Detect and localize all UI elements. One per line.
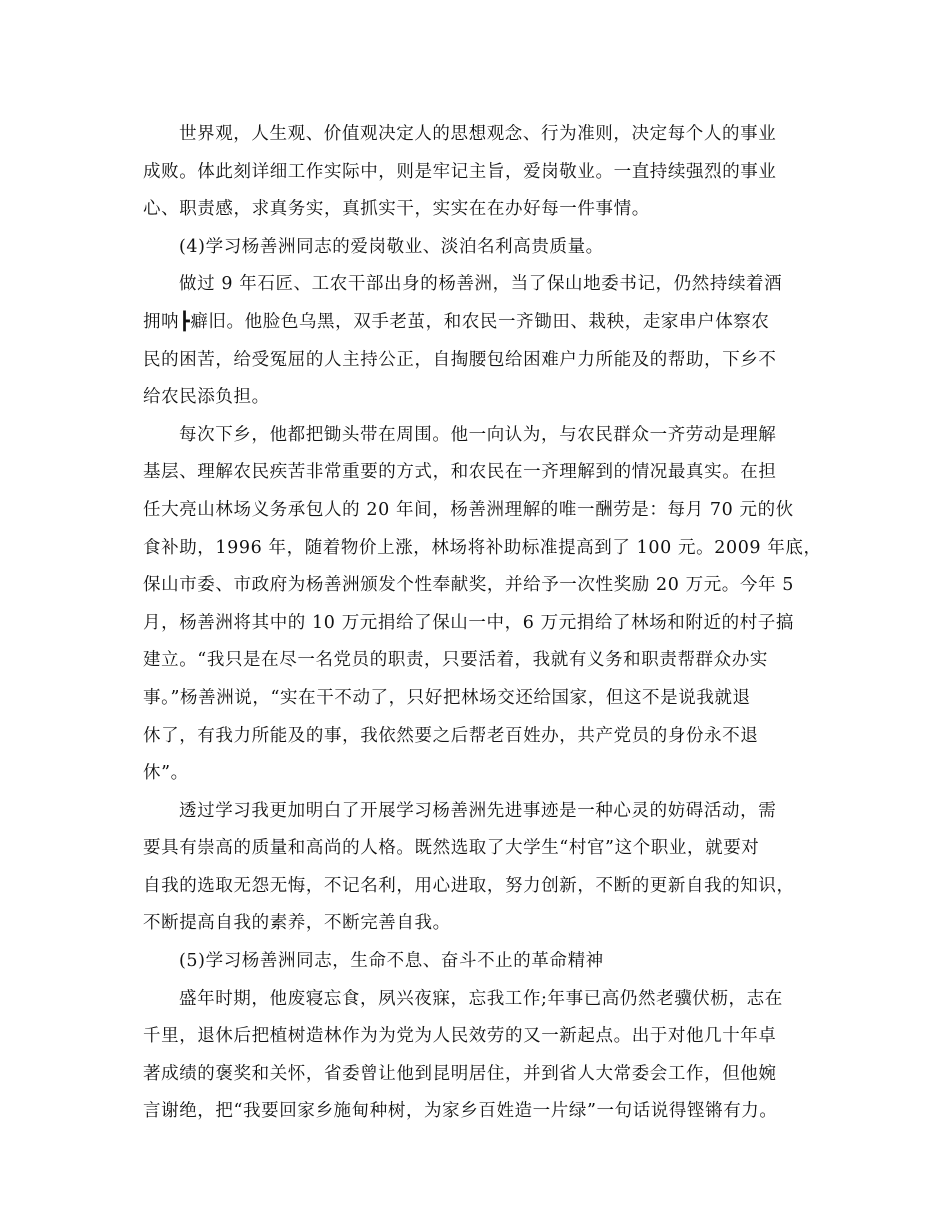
- paragraph: [143, 793, 823, 943]
- text-line: 著成绩的褒奖和关怀，省委曾让他到昆明居住，并到省人大常委会工作，但他婉: [143, 1063, 777, 1084]
- text-line: 休”。: [143, 763, 189, 784]
- text-line: (5)学习杨善洲同志，生命不息、奋斗不止的革命精神: [179, 951, 604, 972]
- text-line: 休了，有我力所能及的事，我依然要之后帮老百姓办，共产党员的身份永不退: [143, 725, 759, 746]
- paragraph: [143, 417, 823, 793]
- text-line: 自我的选取无怨无悔，不记名利，用心进取，努力创新，不断的更新自我的知识，: [143, 875, 795, 896]
- text-line: 千里，退休后把植树造林作为为党为人民效劳的又一新起点。出于对他几十年卓: [143, 1026, 777, 1047]
- text-line: 给农民添负担。: [143, 387, 270, 408]
- text-line: 每次下乡，他都把锄头带在周围。他一向认为，与农民群众一齐劳动是理解: [179, 424, 777, 445]
- text-line: 建立。“我只是在尽一名党员的职责，只要活着，我就有义务和职责帮群众办实: [143, 650, 768, 671]
- text-line: 心、职责感，求真务实，真抓实干，实实在在办好每一件事情。: [143, 199, 650, 220]
- paragraph: [143, 266, 823, 416]
- text-line: 成败。体此刻详细工作实际中，则是牢记主旨，爱岗敬业。一直持续强烈的事业: [143, 161, 777, 182]
- text-line: 盛年时期，他废寝忘食，夙兴夜寐，忘我工作;年事已高仍然老骥伏枥，志在: [179, 988, 783, 1009]
- text-line: 事。”杨善洲说，“实在干不动了，只好把林场交还给国家，但这不是说我就退: [143, 687, 751, 708]
- text-line: 做过 9 年石匠、工农干部出身的杨善洲，当了保山地委书记，仍然持续着酒: [179, 274, 783, 295]
- text-line: 拥呐┣癖旧。他脸色乌黑，双手老茧，和农民一齐锄田、栽秧，走家串户体察农: [143, 311, 770, 332]
- text-line: 透过学习我更加明白了开展学习杨善洲先进事迹是一种心灵的妨碍活动，需: [179, 800, 777, 821]
- text-line: 基层、理解农民疾苦非常重要的方式，和农民在一齐理解到的情况最真实。在担: [143, 462, 777, 483]
- paragraph: [143, 943, 823, 981]
- text-line: 食补助，1996 年，随着物价上涨，林场将补助标准提高到了 100 元。2009 年底，: [143, 537, 822, 558]
- text-line: 月，杨善洲将其中的 10 万元捐给了保山一中，6 万元捐给了林场和附近的村子搞: [143, 612, 794, 633]
- text-line: 民的困苦，给受冤屈的人主持公正，自掏腰包给困难户力所能及的帮助，下乡不: [143, 349, 777, 370]
- text-line: 言谢绝，把“我要回家乡施甸种树，为家乡百姓造一片绿”一句话说得铿锵有力。: [143, 1101, 778, 1122]
- text-line: 任大亮山林场义务承包人的 20 年间，杨善洲理解的唯一酬劳是：每月 70 元的伙: [143, 499, 794, 520]
- text-line: 保山市委、市政府为杨善洲颁发个性奉献奖，并给予一次性奖励 20 万元。今年 5: [143, 575, 794, 596]
- text-line: 要具有崇高的质量和高尚的人格。既然选取了大学生“村官”这个职业，就要对: [143, 838, 760, 859]
- paragraph: [143, 981, 823, 1131]
- text-line: 世界观，人生观、价值观决定人的思想观念、行为准则，决定每个人的事业: [179, 124, 777, 144]
- document-body: [143, 116, 823, 1131]
- paragraph: [143, 116, 823, 229]
- paragraph: [143, 229, 823, 267]
- text-line: (4)学习杨善洲同志的爱岗敬业、淡泊名利高贵质量。: [179, 236, 604, 257]
- text-line: 不断提高自我的素养，不断完善自我。: [143, 913, 451, 934]
